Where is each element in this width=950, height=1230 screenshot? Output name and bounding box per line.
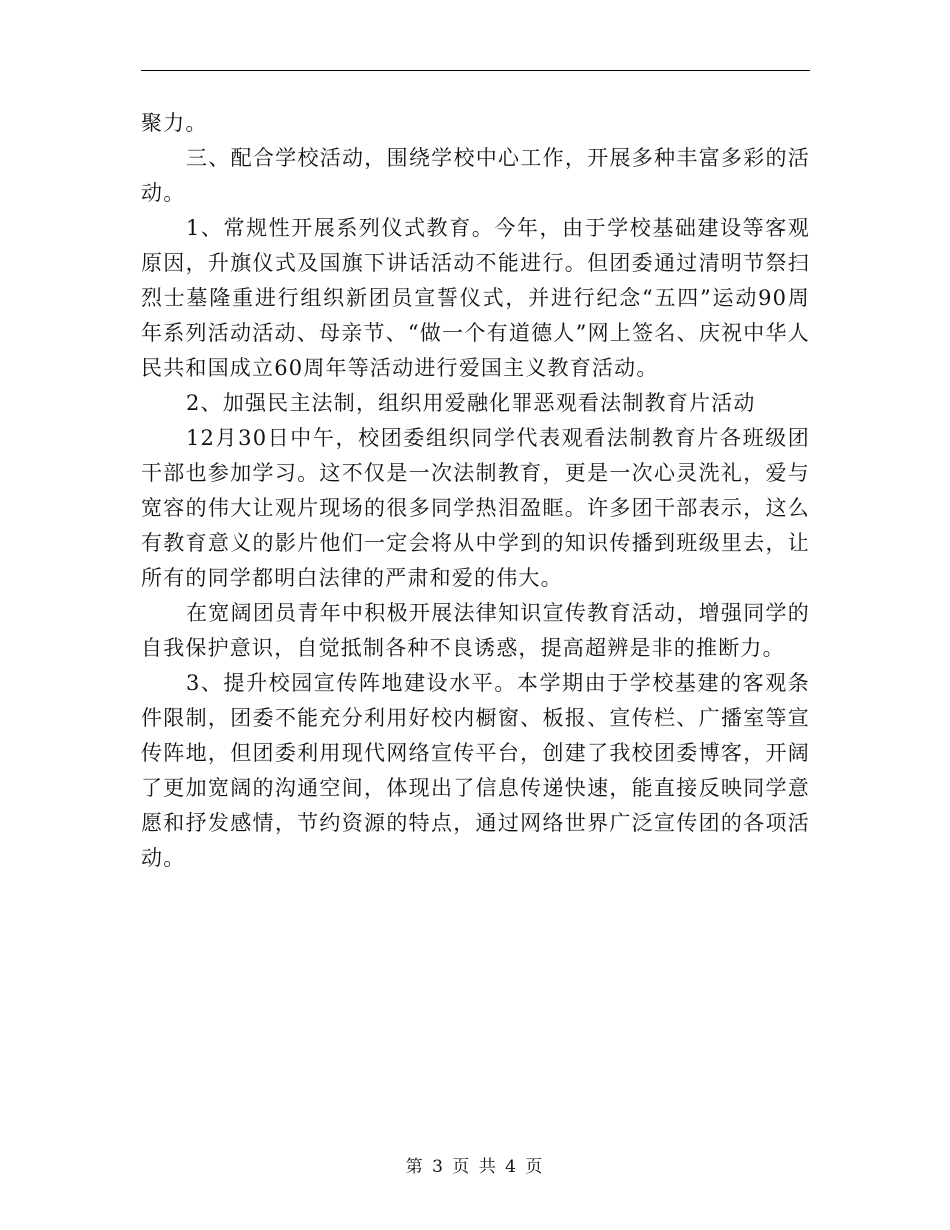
paragraph-ceremony-education: 1、常规性开展系列仪式教育。今年，由于学校基础建设等客观原因，升旗仪式及国旗下讲话活动不能进行。但团委通过清明节祭扫烈士墓隆重进行组织新团员宣誓仪式，并进行纪念“五四”运动90周年系列活动活动、母亲节、“做一个有道德人”网上签名、庆祝中华人民共和国成立60周年等活动进行爱国主义教育活动。 <box>141 216 810 380</box>
page-number-footer: 第 3 页 共 4 页 <box>405 1157 545 1177</box>
paragraph-continuation: 聚力。 <box>141 111 208 135</box>
header-rule <box>141 70 810 71</box>
paragraph-legal-film-viewing: 12月30日中午，校团委组织同学代表观看法制教育片各班级团干部也参加学习。这不仅是一次法制教育，更是一次心灵洗礼，爱与宽容的伟大让观片现场的很多同学热泪盈眶。许多团干部表示，这么有教育意义的影片他们一定会将从中学到的知识传播到班级里去，让所有的同学都明白法律的严肃和爱的伟大。 <box>141 426 810 590</box>
paragraph-legal-knowledge-promotion: 在宽阔团员青年中积极开展法律知识宣传教育活动，增强同学的自我保护意识，自觉抵制各种不良诱惑，提高超辨是非的推断力。 <box>141 601 810 660</box>
paragraph-campus-publicity: 3、提升校园宣传阵地建设水平。本学期由于学校基建的客观条件限制，团委不能充分利用好校内橱窗、板报、宣传栏、广播室等宣传阵地，但团委利用现代网络宣传平台，创建了我校团委博客，开阔了更加宽阔的沟通空间，体现出了信息传递快速，能直接反映同学意愿和抒发感情，节约资源的特点，通过网络世界广泛宣传团的各项活动。 <box>141 671 810 870</box>
paragraph-legal-education-heading: 2、加强民主法制，组织用爱融化罪恶观看法制教育片活动 <box>186 391 756 415</box>
paragraph-section-three-heading: 三、配合学校活动，围绕学校中心工作，开展多种丰富多彩的活动。 <box>141 146 810 205</box>
document-body <box>141 106 810 876</box>
